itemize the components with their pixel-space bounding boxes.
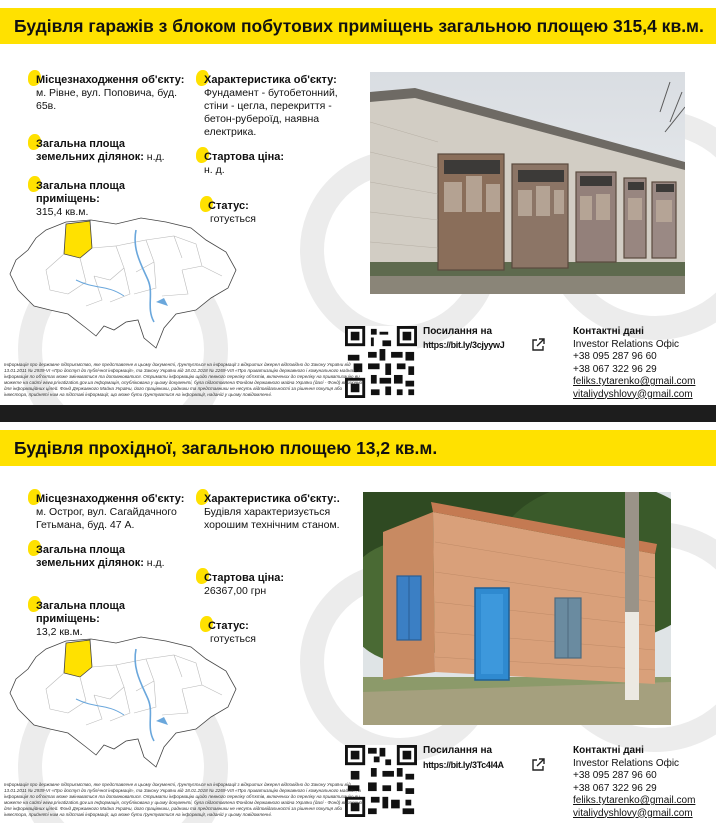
phone-2[interactable]: +38 067 322 96 29 xyxy=(573,363,657,375)
status-value: готується xyxy=(210,633,256,645)
email-1[interactable]: feliks.tytarenko@gmail.com xyxy=(573,795,696,806)
land-area-label: Загальна площа земельних ділянок: xyxy=(36,544,144,569)
contacts-org: Investor Relations Офіс xyxy=(573,757,680,769)
link-label: Посилання на xyxy=(423,745,493,756)
disclaimer: Інформація про державне підприємство, яке представлене в цьому документі, ґрунтується на інформації з відкритих джерел відповідно до Закону України від 13.01.2011 № 2939-VI «Про доступ до публічної інформації», та Закону України від 18.01.2018 № 2269-VIII «Про приватизацію державного і комунального майна», а інформація по об'єктах може змінюватися та доповнюватися. Отримати інформацію щодо певного переліку об'єктів, включених до переліку на приватизацію ви можете на сайті www.privatization.gov.ua Інформація, опублікована у цьому документі, була підготовлена Фондом державного майна України (далі - Фонд) виключно для інформаційних цілей. Фонд Державного Майна України, його працівники, радники та представники не несуть відповідальності за рішення покупця або інвестора, прийняті ним на підставі інформації, що може бути ґрунтуватися на інформації, наданій у цьому повідомленні. xyxy=(4,782,363,817)
characteristic-field xyxy=(204,74,354,139)
land-area-field xyxy=(36,544,186,570)
location-label: Місцезнаходження об'єкту: xyxy=(36,493,185,505)
phone-1[interactable]: +38 095 287 96 60 xyxy=(573,770,657,781)
contacts-title: Контактні дані xyxy=(573,745,644,756)
phone-2[interactable]: +38 067 322 96 29 xyxy=(573,782,657,794)
listing-title: Будівля гаражів з блоком побутових приміщень загальною площею 315,4 кв.м. xyxy=(0,8,716,44)
external-link-icon[interactable] xyxy=(531,758,545,772)
price-value: н. д. xyxy=(204,164,225,176)
contacts-block xyxy=(573,745,716,820)
listing-card-1 xyxy=(0,0,716,405)
object-photo xyxy=(370,72,685,294)
status-label: Статус: xyxy=(208,200,249,212)
area-value: 315,4 кв.м. xyxy=(36,206,89,218)
status-field xyxy=(208,200,358,226)
price-field xyxy=(204,151,354,177)
characteristic-value: Фундамент - бутобетонний, стіни - цегла, перекриття - бетон-рубероїд, наявна електрика. xyxy=(204,87,338,138)
price-value: 26367,00 грн xyxy=(204,585,267,597)
area-label: Загальна площа приміщень: xyxy=(36,600,126,625)
land-area-value: н.д. xyxy=(146,557,165,569)
land-area-field xyxy=(36,138,186,164)
disclaimer: Інформація про державне підприємство, яке представлене в цьому документі, ґрунтується на інформації з відкритих джерел відповідно до Закону України від 13.01.2011 № 2939-VI «Про доступ до публічної інформації», та Закону України від 18.01.2018 № 2269-VIII «Про приватизацію державного і комунального майна», а інформація по об'єктах може змінюватися та доповнюватися. Отримати інформацію щодо певного переліку об'єктів, включених до переліку на приватизацію ви можете на сайті www.privatization.gov.ua Інформація, опублікована у цьому документі, була підготовлена Фондом державного майна України (далі - Фонд) виключно для інформаційних цілей. Фонд Державного Майна України, його працівники, радники та представники не несуть відповідальності за рішення покупця або інвестора, прийняті ним на підставі інформації, що може бути ґрунтуватися на інформації, наданій у цьому повідомленні. xyxy=(4,362,363,397)
location-value: м. Острог, вул. Сагайдачного Гетьмана, буд. 47 А. xyxy=(36,506,177,531)
ukraine-map xyxy=(6,210,241,360)
link-url[interactable]: https://bit.ly/3Tc4I4A xyxy=(423,760,504,770)
link-url[interactable]: https://bit.ly/3cjyywJ xyxy=(423,340,505,350)
price-field xyxy=(204,572,354,598)
link-label: Посилання на xyxy=(423,326,493,337)
location-value: м. Рівне, вул. Поповича, буд. 65в. xyxy=(36,87,177,112)
card-separator xyxy=(0,405,716,422)
price-label: Стартова ціна: xyxy=(204,151,285,163)
area-label: Загальна площа приміщень: xyxy=(36,180,126,205)
phone-1[interactable]: +38 095 287 96 60 xyxy=(573,351,657,362)
contacts-org: Investor Relations Офіс xyxy=(573,338,680,350)
email-1[interactable]: feliks.tytarenko@gmail.com xyxy=(573,376,696,387)
location-label: Місцезнаходження об'єкту: xyxy=(36,74,185,86)
email-2[interactable]: vitaliydyshlovy@gmail.com xyxy=(573,388,693,400)
contacts-title: Контактні дані xyxy=(573,326,644,337)
area-field xyxy=(36,600,186,639)
email-2[interactable]: vitaliydyshlovy@gmail.com xyxy=(573,807,693,819)
location-field xyxy=(36,493,186,532)
price-label: Стартова ціна: xyxy=(204,572,285,584)
area-value: 13,2 кв.м. xyxy=(36,626,83,638)
contacts-block xyxy=(573,326,716,401)
location-field xyxy=(36,74,186,113)
status-value: готується xyxy=(210,213,256,225)
listing-card-2 xyxy=(0,422,716,823)
area-field xyxy=(36,180,186,219)
external-link-icon[interactable] xyxy=(531,338,545,352)
characteristic-value: Будівля характеризується хорошим технічним станом. xyxy=(204,506,340,531)
listing-title: Будівля прохідної, загальною площею 13,2 кв.м. xyxy=(0,430,716,466)
object-photo xyxy=(363,492,671,725)
characteristic-field xyxy=(204,493,354,532)
ukraine-map xyxy=(6,629,241,779)
land-area-label: Загальна площа земельних ділянок: xyxy=(36,138,144,163)
land-area-value: н.д. xyxy=(146,151,165,163)
status-label: Статус: xyxy=(208,620,249,632)
status-field xyxy=(208,620,358,646)
characteristic-label: Характеристика об'єкту:. xyxy=(204,493,340,505)
characteristic-label: Характеристика об'єкту: xyxy=(204,74,337,86)
